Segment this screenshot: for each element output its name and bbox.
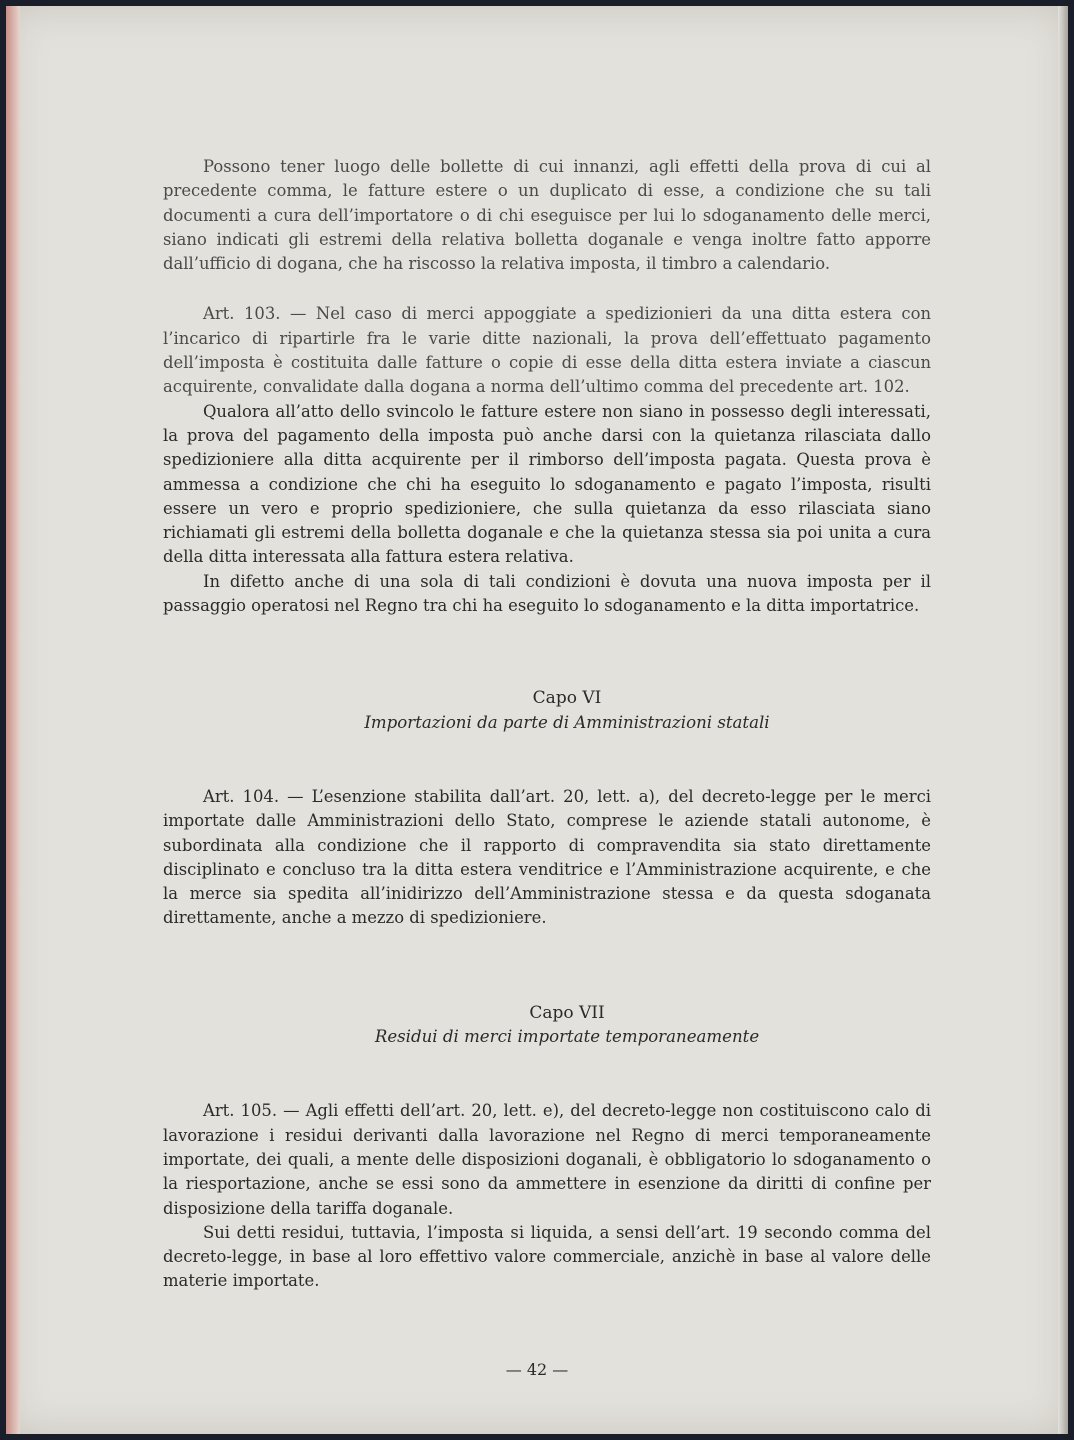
page-edge-left	[6, 6, 20, 1434]
chapter-title-capo-vii: Capo VII	[529, 1002, 605, 1023]
paragraph-art-103-c: In difetto anche di una sola di tali condizioni è dovuta una nuova imposta per il passaggio operatosi nel Regno tra chi ha eseguito lo sdoganamento e la ditta importatrice.	[163, 571, 931, 616]
page-edge-right	[1058, 6, 1068, 1434]
paragraph-art-105: Art. 105. — Agli effetti dell’art. 20, lett. e), del decreto-legge non costituiscono calo di lavorazione i residui derivanti dalla lavorazione nel Regno di merci temporaneamente importate, dei quali, a mente delle disposizioni doganali, è obbligatorio lo sdoganamento o la riesportazione, anche se essi sono da ammettere in esenzione da diritti di confine per disposizione della tariffa doganale.	[163, 1101, 931, 1218]
paragraph-art-104: Art. 104. — L’esenzione stabilita dall’art. 20, lett. a), del decreto-legge per le merci importate dalle Amministrazioni dello Stato, comprese le aziende statali autonome, è subordinata alla condizione che il rapporto di compravendita sia stato direttamente disciplinato e concluso tra la ditta estera venditrice e l’Amministrazione acquirente, e che la merce sia spedita all’inidirizzo dell’Amministrazione stessa e da questa sdoganata direttamente, anche a mezzo di spedizioniere.	[163, 786, 931, 928]
chapter-subtitle-capo-vi: Importazioni da parte di Amministrazioni statali	[364, 712, 770, 732]
paragraph-art-103-b: Qualora all’atto dello svincolo le fatture estere non siano in possesso degli interessati, la prova del pagamento della imposta può anche darsi con la quietanza rilasciata dallo spedizioniere alla ditta acquirente per il rimborso dell’imposta pagata. Questa prova è ammessa a condizione che chi ha eseguito lo sdoganamento e pagato l’imposta, risulti essere un vero e proprio spedizioniere, che sulla quietanza da esso rilasciata siano richiamati gli estremi della bolletta doganale e che la quietanza stessa sia poi unita a cura della ditta interessata alla fattura estera relativa.	[163, 401, 931, 567]
chapter-subtitle-capo-vii: Residui di merci importate temporaneamente	[374, 1027, 760, 1047]
page-content	[163, 155, 931, 1294]
chapter-title-capo-vi: Capo VI	[532, 688, 602, 709]
paragraph-art-103: Art. 103. — Nel caso di merci appoggiate a spedizionieri da una ditta estera con l’incarico di ripartirle fra le varie ditte nazionali, la prova dell’effettuato pagamento dell’imposta è costituita dalle fatture o copie di esse della ditta estera inviate a ciascun acquirente, convalidate dalla dogana a norma dell’ultimo comma del precedente art. 102.	[163, 304, 931, 397]
paragraph-art-105-b: Sui detti residui, tuttavia, l’imposta si liquida, a sensi dell’art. 19 secondo comma del decreto-legge, in base al loro effettivo valore commerciale, anzichè in base al valore delle materie importate.	[163, 1222, 931, 1291]
page-number: — 42 —	[505, 1360, 569, 1379]
paragraph-intro: Possono tener luogo delle bollette di cui innanzi, agli effetti della prova di cui al precedente comma, le fatture estere o un duplicato di esse, a condizione che su tali documenti a cura dell’importatore o di chi eseguisce per lui lo sdoganamento delle merci, siano indicati gli estremi della relativa bolletta doganale e venga inoltre fatto apporre dall’ufficio di dogana, che ha riscosso la relativa imposta, il timbro a calendario.	[163, 157, 931, 274]
